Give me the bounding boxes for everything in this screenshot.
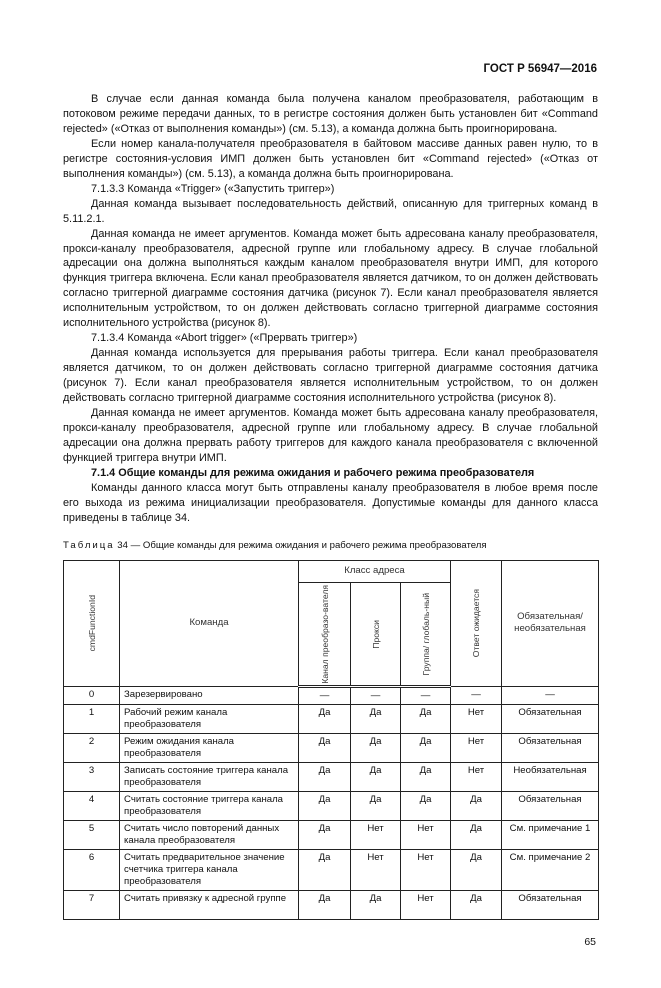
row-channel: —	[299, 687, 351, 705]
page-number: 65	[584, 936, 596, 949]
table-row	[64, 891, 599, 920]
table-row	[64, 821, 599, 850]
header-channel	[299, 582, 351, 687]
row-proxy: Да	[351, 734, 401, 763]
table-row	[64, 705, 599, 734]
row-reply: Нет	[451, 705, 502, 734]
row-id: 5	[64, 821, 120, 850]
paragraph: Данная команда вызывает последовательность действий, описанную для триггерных команд в 5.11.2.1.	[63, 197, 598, 225]
subsection-heading: 7.1.3.3 Команда «Trigger» («Запустить триггер»)	[91, 182, 335, 195]
row-proxy: Нет	[351, 821, 401, 850]
caption-label: Таблица	[63, 539, 115, 551]
paragraph: В случае если данная команда была получена каналом преобразователя, работающим в потоковом режиме передачи данных, то в регистре состояния должен быть установлен бит «Command rejected» («Отказ от выполнения команды») (см. 5.13), а команда должна быть проигнорирована.	[63, 93, 598, 135]
paragraph: Данная команда не имеет аргументов. Команда может быть адресована каналу преобразователя, прокси-каналу преобразователя, адресной группе или глобальному адресу. В случае глобальной адресации она должна прервать работу триггеров для каждого канала преобразователя с включенной функцией триггера внутри ИМП.	[63, 407, 598, 464]
row-reply: Да	[451, 792, 502, 821]
paragraph: Команды данного класса могут быть отправлены каналу преобразователя в любое время после его выхода из режима инициализации преобразователя. Допустимые команды для данного класса приведены в таблице 34.	[63, 481, 598, 524]
paragraph: Если номер канала-получателя преобразователя в байтовом массиве данных равен нулю, то в регистре состояния-условия ИМП должен быть установлен бит «Command rejected» («Отказ от выполнения команды») (см. 5.13), а команда должна быть проигнорирована.	[63, 137, 598, 180]
table-row	[64, 850, 599, 891]
row-command: Записать состояние триггера канала преобразователя	[120, 763, 299, 792]
caption-text: 34 — Общие команды для режима ожидания и рабочего режима преобразователя	[117, 539, 487, 551]
row-command: Считать состояние триггера канала преобразователя	[120, 792, 299, 821]
row-mandatory: См. примечание 1	[502, 821, 599, 850]
table-caption	[63, 540, 598, 552]
row-group: Да	[401, 763, 451, 792]
header-proxy	[351, 582, 401, 687]
row-mandatory: См. примечание 2	[502, 850, 599, 891]
row-group: Да	[401, 734, 451, 763]
header-group	[401, 582, 451, 687]
row-channel: Да	[299, 891, 351, 920]
row-proxy: Нет	[351, 850, 401, 891]
row-proxy: Да	[351, 891, 401, 920]
row-mandatory: —	[502, 687, 599, 705]
subsection-heading: 7.1.3.4 Команда «Abort trigger» («Прервать триггер»)	[91, 332, 358, 345]
row-command: Считать число повторений данных канала преобразователя	[120, 821, 299, 850]
row-mandatory: Обязательная	[502, 734, 599, 763]
row-proxy: Да	[351, 792, 401, 821]
paragraph: Данная команда не имеет аргументов. Команда может быть адресована каналу преобразователя, прокси-каналу преобразователя, адресной группе или глобальному адресу. В случае глобальной адресации она должна выполняться каждым каналом преобразователя внутри ИМП, для которого функция триггера включена. Если канал преобразователя является датчиком, то он должен действовать согласно триггерной диаграмме состояния датчика (рисунок 7). Если канал преобразователя является исполнительным устройством, то он должен действовать согласно триггерной диаграмме состояния исполнительного устройства (рисунок 8).	[63, 227, 598, 330]
row-command: Считать предварительное значение счетчика триггера канала преобразователя	[120, 850, 299, 891]
row-reply: Нет	[451, 734, 502, 763]
row-reply: Да	[451, 891, 502, 920]
row-channel: Да	[299, 734, 351, 763]
row-reply: —	[451, 687, 502, 705]
row-id: 6	[64, 850, 120, 891]
header-reply	[451, 560, 502, 687]
row-group: —	[401, 687, 451, 705]
table-row	[64, 734, 599, 763]
row-reply: Да	[451, 821, 502, 850]
table-row	[64, 763, 599, 792]
row-channel: Да	[299, 705, 351, 734]
row-id: 3	[64, 763, 120, 792]
header-address-class: Класс адреса	[299, 560, 451, 582]
header-reply-text: Ответ ожидается	[471, 589, 482, 658]
table-row	[64, 792, 599, 821]
row-mandatory: Обязательная	[502, 891, 599, 920]
header-command: Команда	[120, 560, 299, 687]
row-group: Нет	[401, 821, 451, 850]
header-proxy-text: Прокси	[370, 619, 381, 649]
body-text	[63, 92, 598, 526]
row-channel: Да	[299, 850, 351, 891]
row-proxy: —	[351, 687, 401, 705]
row-reply: Нет	[451, 763, 502, 792]
row-mandatory: Необязательная	[502, 763, 599, 792]
row-proxy: Да	[351, 763, 401, 792]
row-command: Режим ожидания канала преобразователя	[120, 734, 299, 763]
row-mandatory: Обязательная	[502, 792, 599, 821]
row-group: Нет	[401, 850, 451, 891]
row-proxy: Да	[351, 705, 401, 734]
row-reply: Да	[451, 850, 502, 891]
row-command: Зарезервировано	[120, 687, 299, 705]
row-id: 4	[64, 792, 120, 821]
row-group: Да	[401, 705, 451, 734]
row-group: Нет	[401, 891, 451, 920]
header-id	[64, 560, 120, 687]
row-group: Да	[401, 792, 451, 821]
commands-table	[63, 560, 599, 921]
header-channel-text: Канал преобразо-вателя	[319, 584, 330, 684]
section-heading: 7.1.4 Общие команды для режима ожидания и рабочего режима преобразователя	[91, 466, 535, 479]
table-row	[64, 687, 599, 705]
row-command: Считать привязку к адресной группе	[120, 891, 299, 920]
row-channel: Да	[299, 821, 351, 850]
row-command: Рабочий режим канала преобразователя	[120, 705, 299, 734]
paragraph: Данная команда используется для прерывания работы триггера. Если канал преобразователя является датчиком, то он должен действовать согласно триггерной диаграмме состояния датчика (рисунок 7). Если канал преобразователя является исполнительным устройством, то он должен действовать согласно триггерной диаграмме состояния исполнительного устройства (рисунок 8).	[63, 347, 598, 405]
row-channel: Да	[299, 792, 351, 821]
row-id: 0	[64, 687, 120, 705]
standard-number: ГОСТ Р 56947—2016	[483, 63, 597, 75]
row-channel: Да	[299, 763, 351, 792]
header-group-text: Группа/ глобаль-ный	[420, 592, 431, 676]
table-body	[64, 687, 599, 920]
header-id-text: cmdFunctionId	[86, 595, 97, 652]
row-id: 2	[64, 734, 120, 763]
row-id: 7	[64, 891, 120, 920]
row-mandatory: Обязательная	[502, 705, 599, 734]
row-id: 1	[64, 705, 120, 734]
header-mandatory: Обязательная/ необязательная	[502, 560, 599, 687]
